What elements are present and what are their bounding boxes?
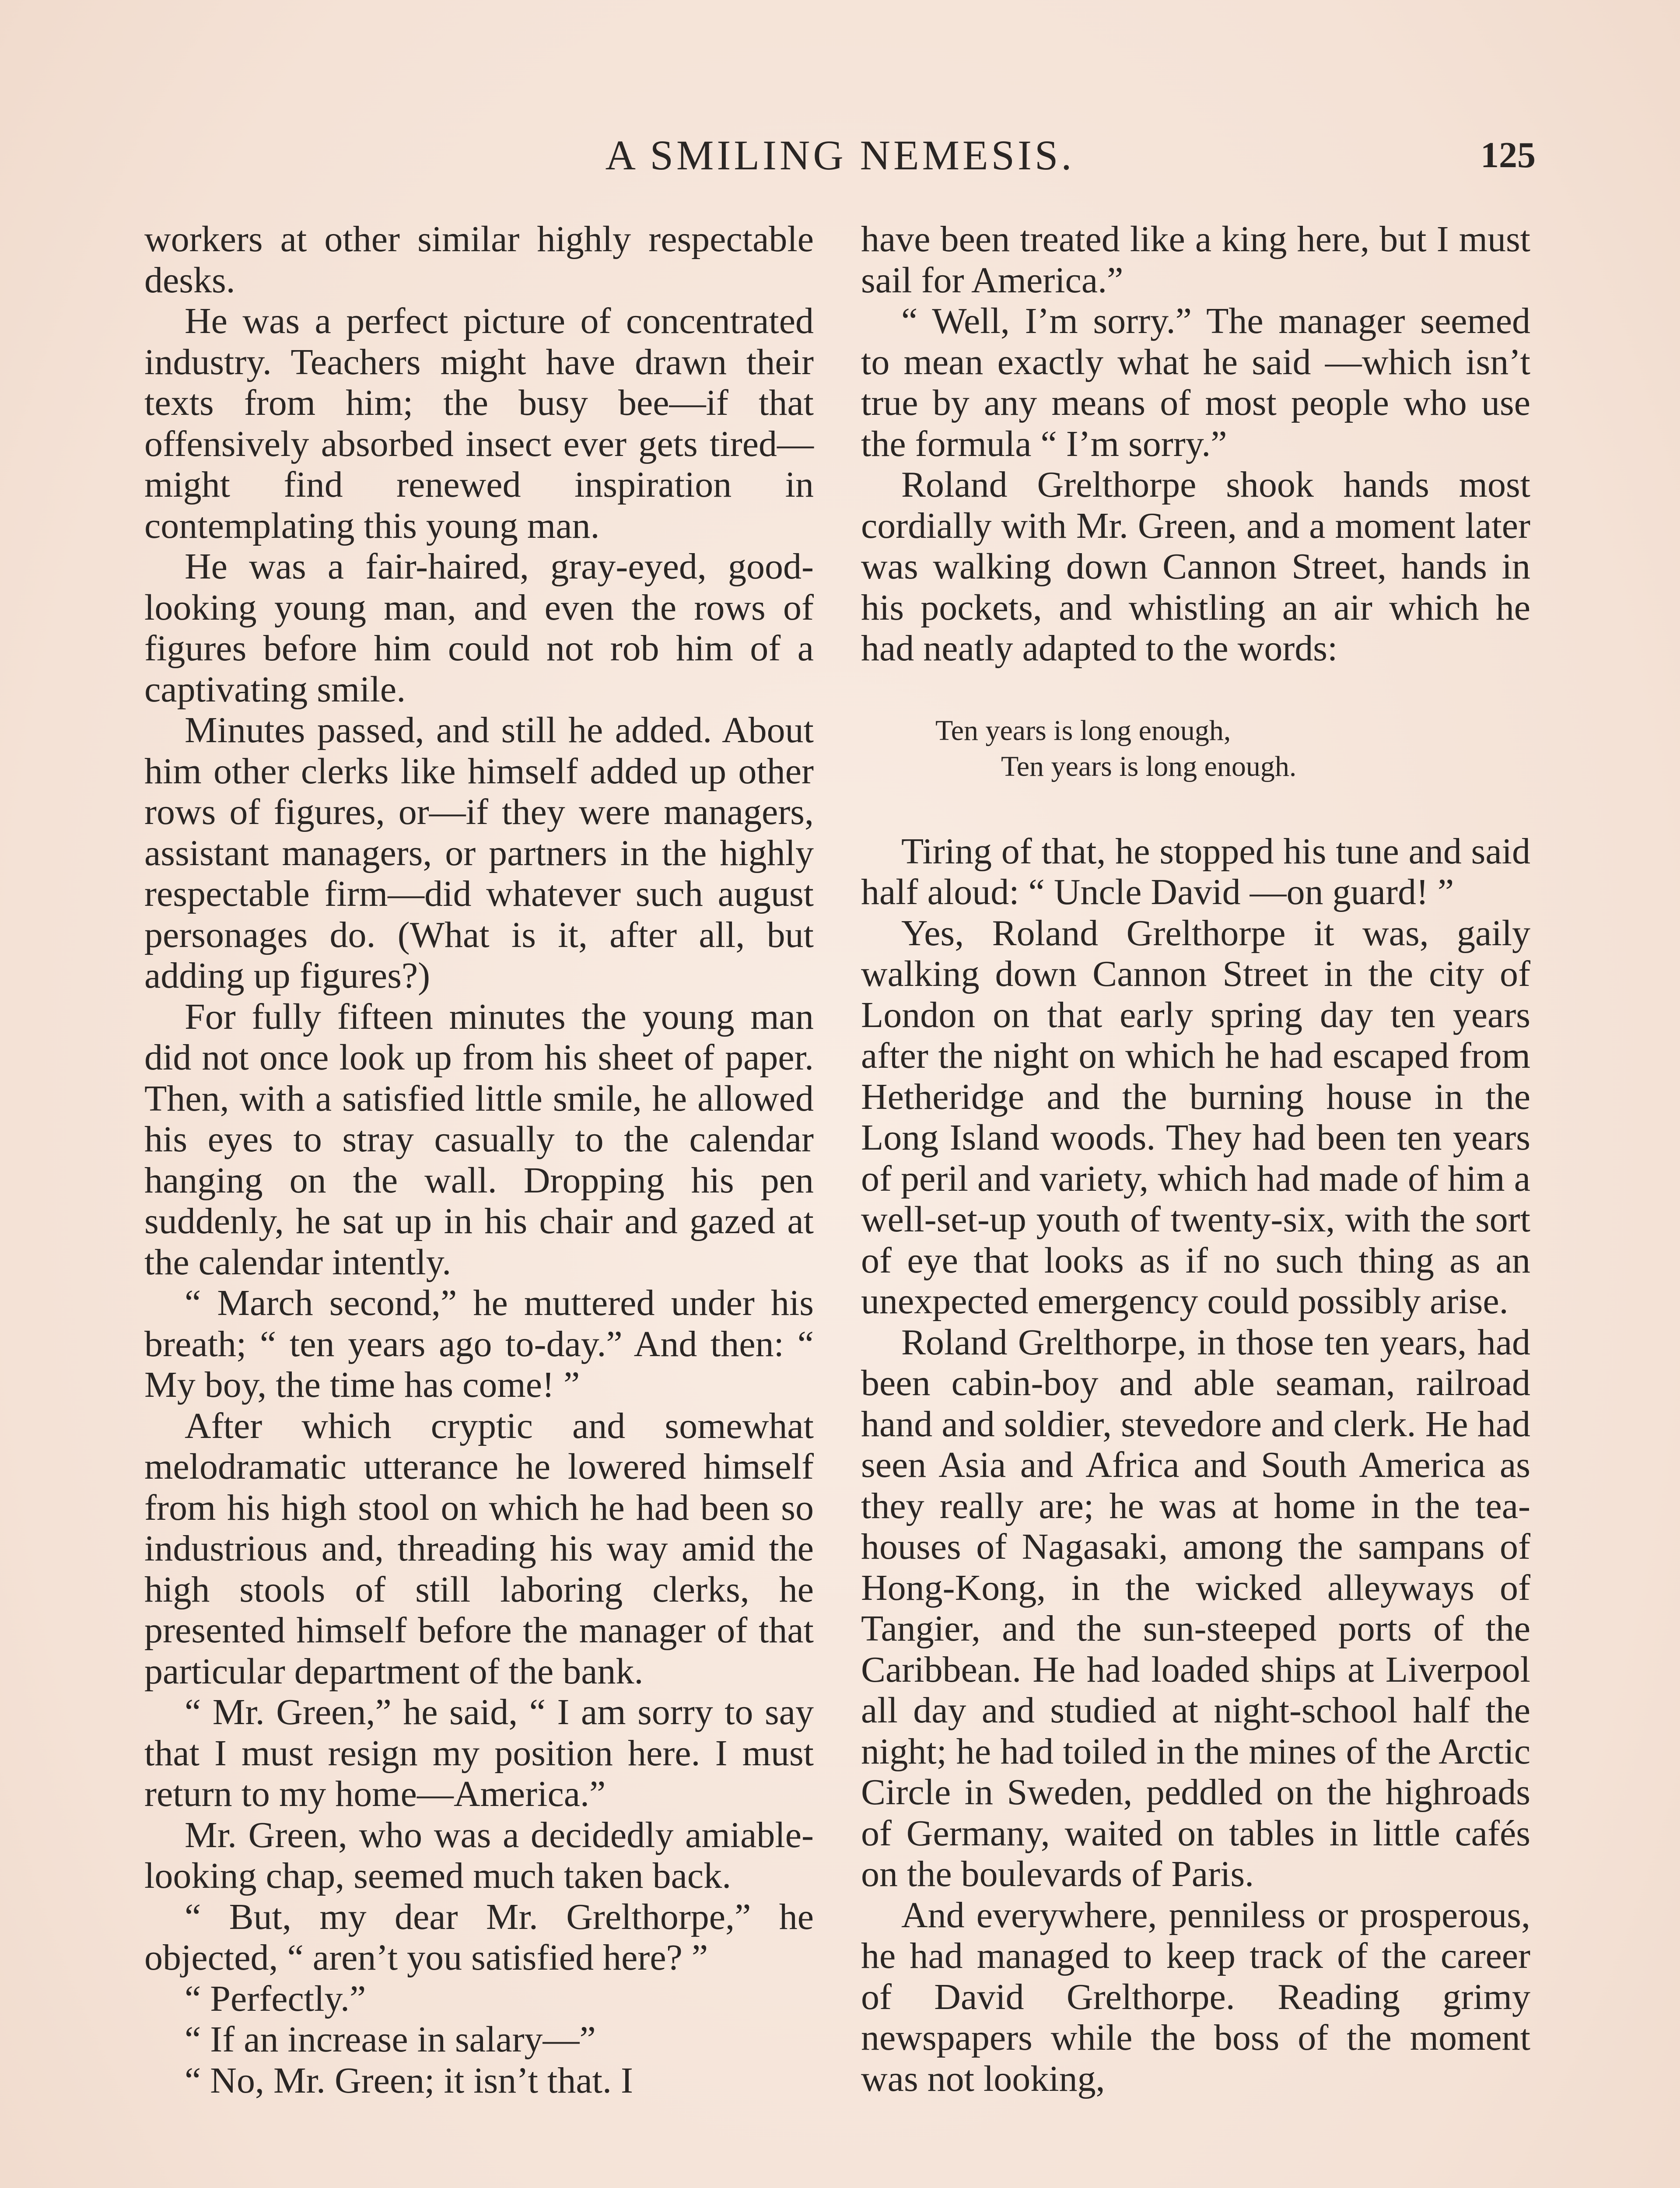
paragraph: Roland Grelthorpe shook hands most cordially with Mr. Green, and a moment later was walking down Cannon Street, hands in his pockets, and whistling an air which he had neatly adapted to the words: — [861, 464, 1530, 669]
paragraph: Yes, Roland Grelthorpe it was, gaily walking down Cannon Street in the city of London on that early spring day ten years after the night on which he had escaped from Hetheridge and the burning house in the Long Island woods. They had been ten years of peril and variety, which had made of him a well-set-up youth of twenty-six, with the sort of eye that looks as if no such thing as an unexpected emergency could possibly arise. — [861, 912, 1530, 1322]
paragraph: “ Mr. Green,” he said, “ I am sorry to say that I must resign my position here. I must return to my home—America.” — [144, 1692, 814, 1814]
paragraph: “ Perfectly.” — [185, 1978, 366, 2019]
paragraph: And everywhere, penniless or prosperous, he had managed to keep track of the career of David Grelthorpe. Reading grimy newspapers while the boss of the moment was not looking, — [861, 1894, 1530, 2099]
paragraph: workers at other similar highly respectable desks. — [144, 219, 814, 301]
right-column — [861, 219, 1530, 2099]
running-title: A SMILING NEMESIS. — [605, 132, 1075, 179]
verse-line: Ten years is long enough, — [935, 714, 1231, 747]
paragraph: Roland Grelthorpe, in those ten years, had been cabin-boy and able seaman, railroad hand and soldier, stevedore and clerk. He had seen Asia and Africa and South America as they really are; he was at home in the tea-houses of Nagasaki, among the sampans of Hong-Kong, in the wicked alleyways of Tangier, and the sun-steeped ports of the Caribbean. He had loaded ships at Liverpool all day and studied at night-school half the night; he had toiled in the mines of the Arctic Circle in Sweden, peddled on the highroads of Germany, waited on tables in little cafés on the boulevards of Paris. — [861, 1322, 1530, 1894]
page-number: 125 — [1480, 135, 1536, 175]
paragraph: “ But, my dear Mr. Grelthorpe,” he objected, “ aren’t you satisfied here? ” — [144, 1896, 814, 1978]
paragraph: “ No, Mr. Green; it isn’t that. I — [185, 2060, 633, 2101]
paragraph: Mr. Green, who was a decidedly amiable-looking chap, seemed much taken back. — [144, 1814, 814, 1896]
song-verse — [861, 713, 1530, 785]
paragraph: For fully fifteen minutes the young man did not once look up from his sheet of paper. Then, with a satisfied little smile, he allowed his eyes to stray casually to the calendar hanging on the wall. Dropping his pen suddenly, he sat up in his chair and gazed at the calendar intently. — [144, 996, 814, 1283]
paragraph: He was a perfect picture of concentrated industry. Teachers might have drawn their texts from him; the busy bee—if that offensively absorbed insect ever gets tired—might find renewed inspiration in contemplating this young man. — [144, 301, 814, 546]
paragraph: have been treated like a king here, but I must sail for America.” — [861, 219, 1530, 301]
left-column — [144, 219, 814, 2101]
paragraph: Minutes passed, and still he added. About him other clerks like himself added up other rows of figures, or—if they were managers, assistant managers, or partners in the highly respectable firm—did whatever such august personages do. (What is it, after all, but adding up figures?) — [144, 710, 814, 996]
verse-line: Ten years is long enough. — [1001, 750, 1297, 782]
paragraph: After which cryptic and somewhat melodramatic utterance he lowered himself from his high stool on which he had been so industrious and, threading his way amid the high stools of still laboring clerks, he presented himself before the manager of that particular department of the bank. — [144, 1405, 814, 1692]
running-head — [144, 125, 1536, 186]
paragraph: “ March second,” he muttered under his breath; “ ten years ago to-day.” And then: “ My boy, the time has come! ” — [144, 1283, 814, 1405]
paragraph: He was a fair-haired, gray-eyed, good-looking young man, and even the rows of figures before him could not rob him of a captivating smile. — [144, 546, 814, 710]
paragraph: “ If an increase in salary—” — [185, 2019, 596, 2060]
paragraph: “ Well, I’m sorry.” The manager seemed to mean exactly what he said —which isn’t true by any means of most people who use the formula “ I’m sorry.” — [861, 301, 1530, 464]
paragraph: Tiring of that, he stopped his tune and said half aloud: “ Uncle David —on guard! ” — [861, 831, 1530, 912]
